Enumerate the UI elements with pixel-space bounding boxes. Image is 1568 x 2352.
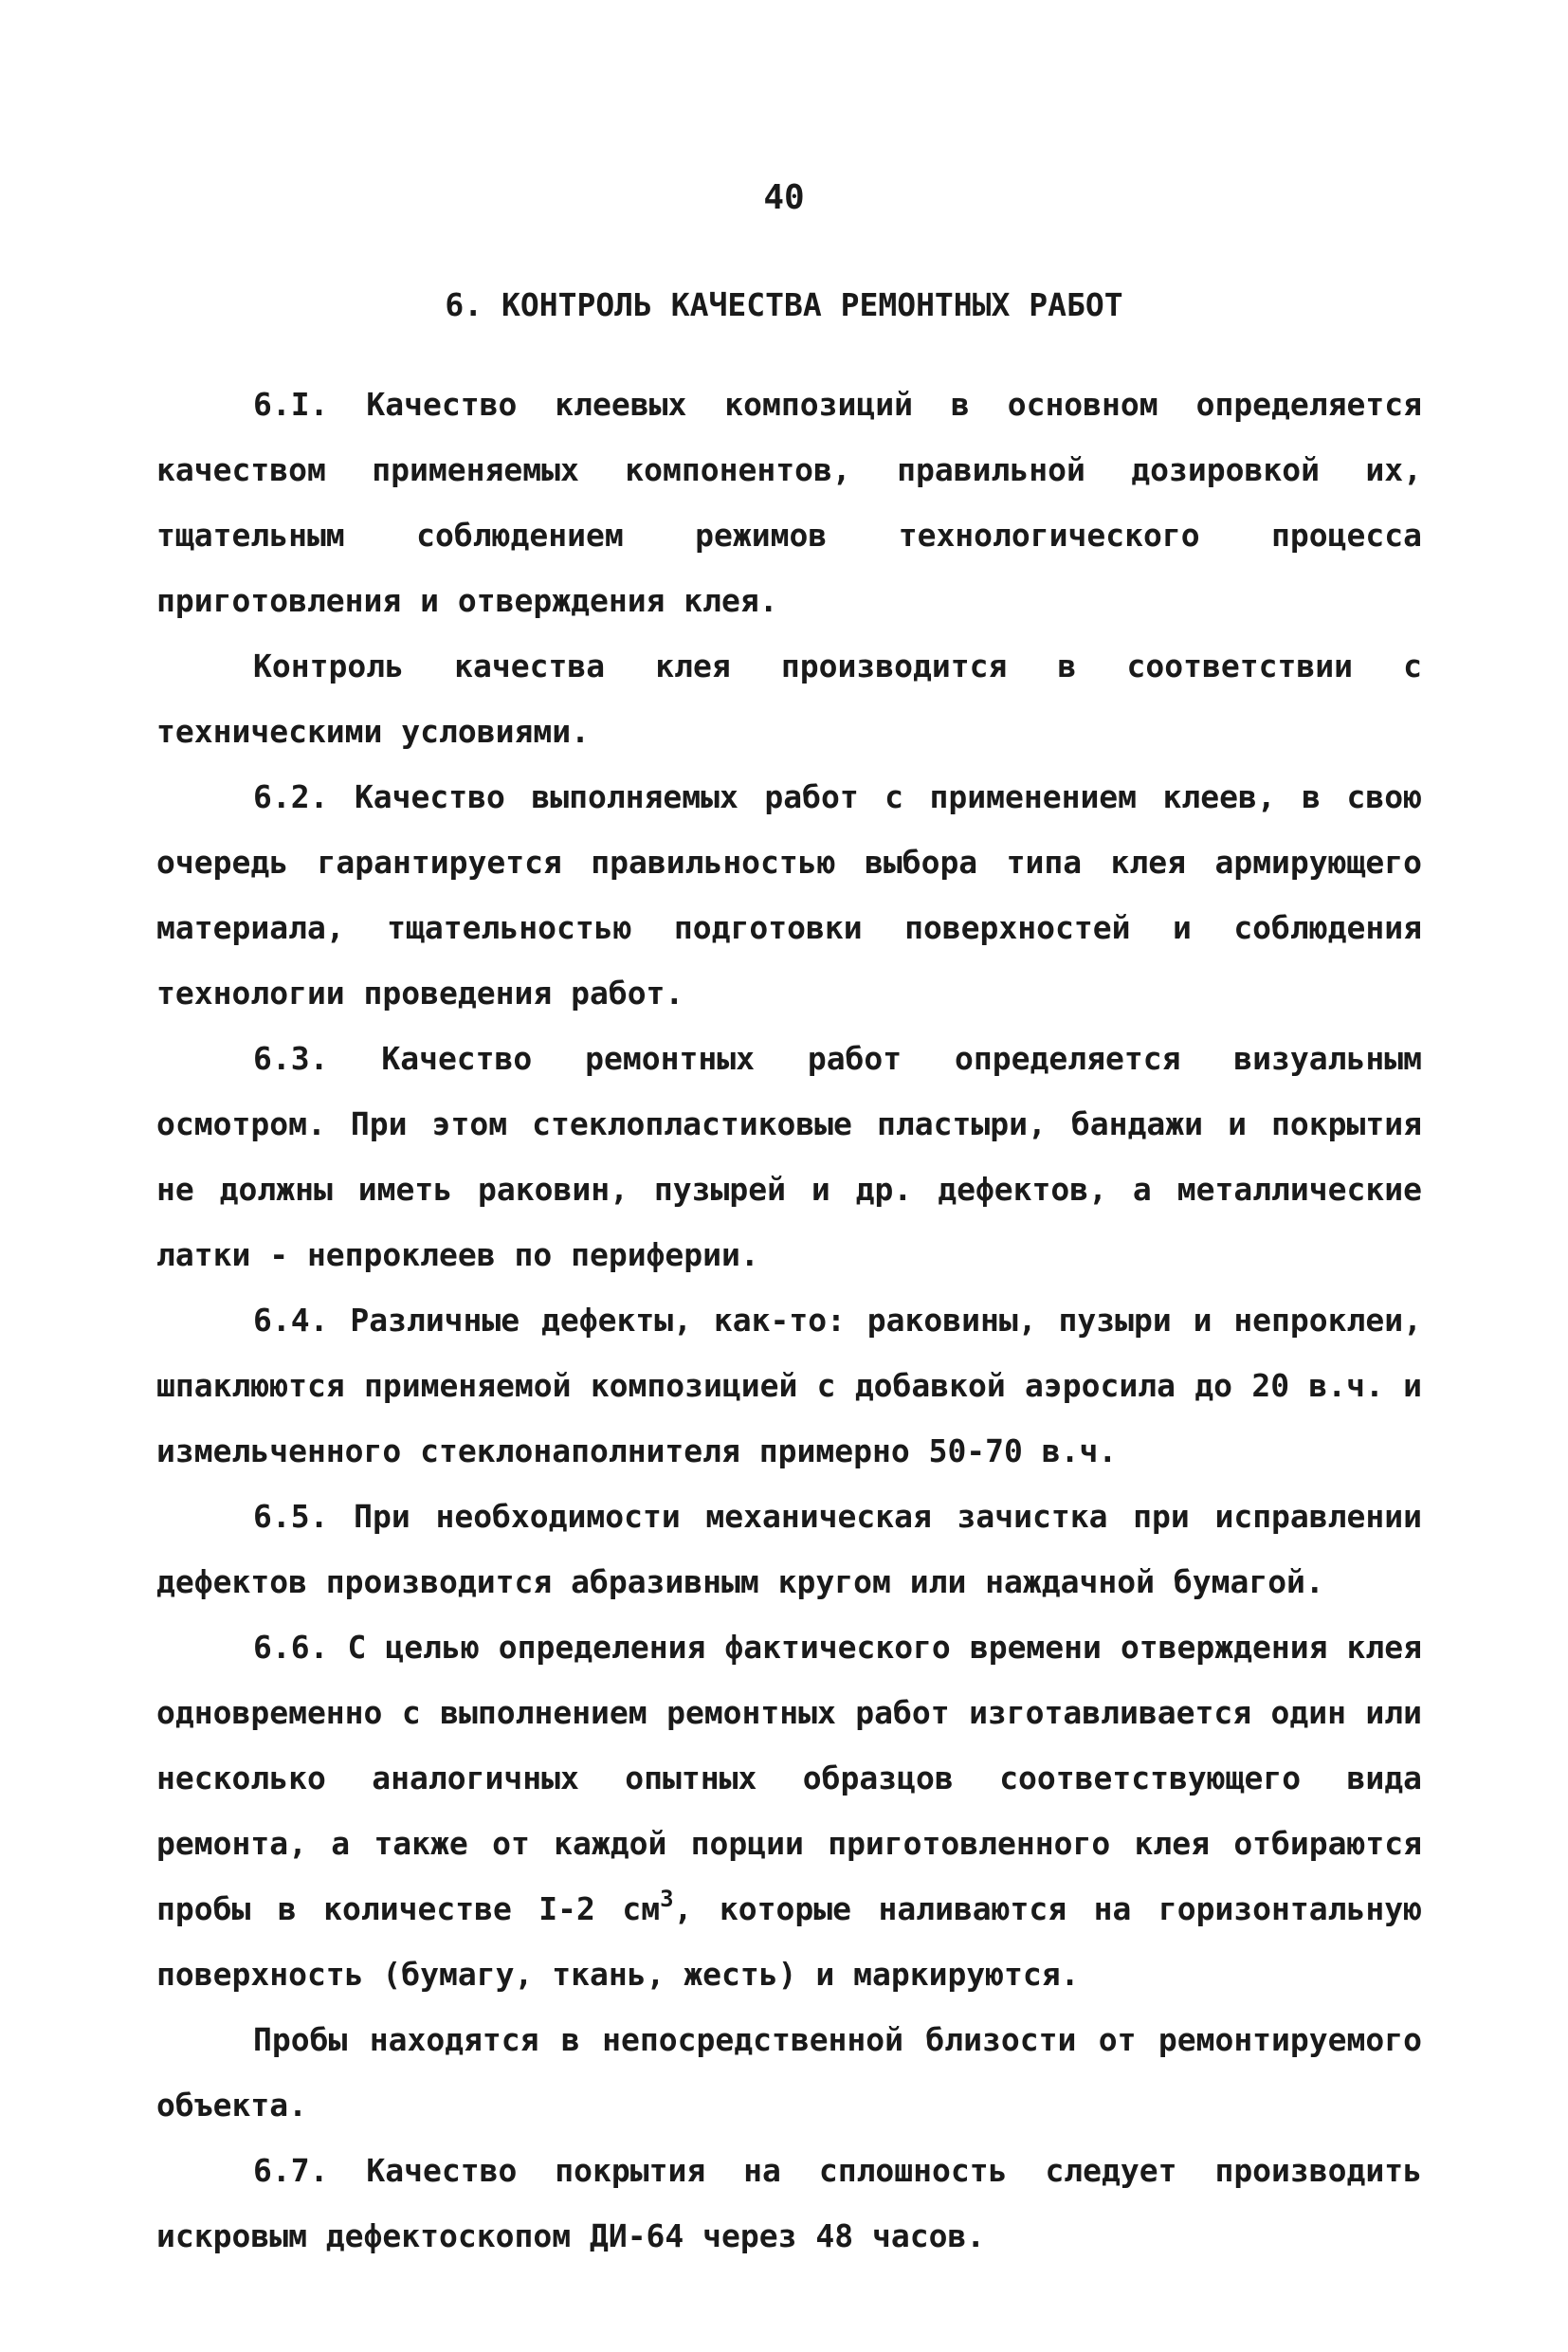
paragraph-6-3: 6.3. Качество ремонтных работ определяется визуальным осмотром. При этом стеклопластиковые пластыри, бандажи и покрытия не должны иметь раковин, пузырей и др. дефектов, а металлические латки - непроклеев по периферии. (156, 1040, 1422, 1273)
paragraph-6-7: 6.7. Качество покрытия на сплошность следует производить искровым дефектоскопом ДИ-64 через 48 часов. (156, 2152, 1422, 2254)
page-number: 40 (763, 178, 805, 217)
paragraph-6-1: 6.I. Качество клеевых композиций в основном определяется качеством применяемых компонентов, правильной дозировкой их, тщательным соблюдением режимов технологического процесса приготовления и отверждения клея. (156, 386, 1422, 619)
paragraph-6-6-text-after: , которые наливаются на горизонтальную поверхность (бумагу, ткань, жесть) и маркируются. (156, 1890, 1422, 1993)
paragraph-6-6-text-before: 6.6. С целью определения фактического времени отверждения клея одновременно с выполнением ремонтных работ изготавливается один или несколько аналогичных опытных образцов соответствующего вида ремонта, а также от каждой порции приготовленного клея отбираются пробы в количестве I-2 см (156, 1629, 1422, 1927)
paragraph-6-4: 6.4. Различные дефекты, как-то: раковины, пузыри и непроклеи, шпаклюются применяемой композицией с добавкой аэросила до 20 в.ч. и измельченного стеклонаполнителя примерно 50-70 в.ч. (156, 1302, 1422, 1469)
paragraph-6-5: 6.5. При необходимости механическая зачистка при исправлении дефектов производится абразивным кругом или наждачной бумагой. (156, 1498, 1422, 1600)
paragraph-6-2: 6.2. Качество выполняемых работ с применением клеев, в свою очередь гарантируется правильностью выбора типа клея армирующего материала, тщательностью подготовки поверхностей и соблюдения технологии проведения работ. (156, 778, 1422, 1012)
paragraph-quality-control-tu: Контроль качества клея производится в соответствии с техническими условиями. (156, 647, 1422, 750)
cubic-superscript: 3 (660, 1886, 674, 1912)
paragraph-6-6 (156, 1614, 1422, 2007)
section-body (156, 372, 1422, 2269)
section-title: 6. КОНТРОЛЬ КАЧЕСТВА РЕМОНТНЫХ РАБОТ (445, 286, 1123, 323)
paragraph-samples-location: Пробы находятся в непосредственной близости от ремонтируемого объекта. (156, 2021, 1422, 2124)
